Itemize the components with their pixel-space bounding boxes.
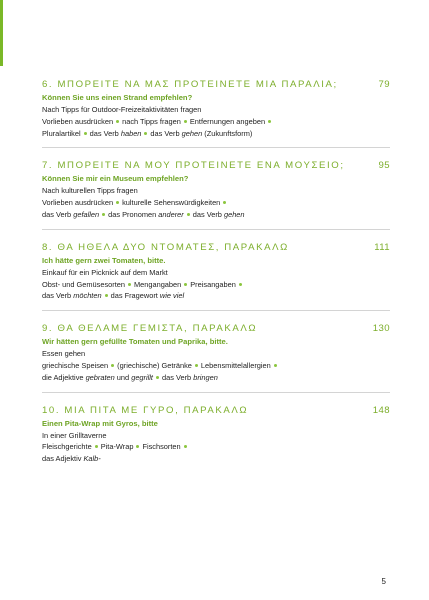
topic: Fleischgerichte: [42, 442, 92, 452]
topic: das Pronomen: [108, 209, 159, 219]
page-number: 5: [381, 577, 386, 586]
topic-italic: gebraten: [85, 372, 115, 382]
grammar-line: [42, 128, 390, 140]
bullet-icon: [84, 132, 87, 135]
chapter-page: 130: [372, 323, 390, 335]
topic: Nach Tipps für Outdoor-Freizeitaktivitäten fragen: [42, 105, 202, 114]
topic: Pita-Wrap: [100, 442, 134, 452]
bullet-icon: [223, 201, 226, 204]
chapter-divider: [42, 147, 390, 148]
table-of-contents: [42, 78, 390, 465]
chapter-7: [42, 147, 390, 220]
chapter-title: 10. ΜΙΑ ΠΙΤΑ ΜΕ ΓΥΡΟ, ΠΑΡΑΚΑΛΩ: [42, 404, 249, 416]
topic: die Adjektive: [42, 372, 86, 382]
topic-line: [42, 279, 390, 291]
chapter-subtitle: Wir hätten gern gefüllte Tomaten und Paprika, bitte.: [42, 337, 228, 347]
chapter-page: 79: [378, 79, 390, 90]
grammar-line: [42, 209, 390, 221]
chapter-subtitle: Können Sie mir ein Museum empfehlen?: [42, 174, 189, 184]
bullet-icon: [111, 364, 114, 367]
chapter-title: 8. ΘΑ ΗΘΕΛΑ ΔΥΟ ΝΤΟΜΑΤΕΣ, ΠΑΡΑΚΑΛΩ: [42, 241, 289, 253]
bullet-icon: [95, 445, 98, 448]
topic-italic: wie viel: [159, 291, 185, 301]
topic-italic: haben: [120, 128, 142, 138]
bullet-icon: [102, 213, 105, 216]
chapter-subtitle: Können Sie uns einen Strand empfehlen?: [42, 93, 193, 102]
bullet-icon: [156, 376, 159, 379]
topic: das Verb: [161, 372, 194, 382]
bullet-icon: [105, 294, 108, 297]
topic: das Verb: [89, 128, 121, 138]
topic-line: [42, 441, 390, 453]
chapter-divider: [42, 229, 390, 230]
topic-line: [42, 116, 390, 128]
topic: das Verb: [150, 128, 182, 138]
chapter-divider: [42, 392, 390, 393]
topic-italic: gehen: [223, 209, 245, 219]
topic: Lebensmittelallergien: [200, 360, 271, 370]
chapter-heading[interactable]: [42, 241, 390, 254]
bullet-icon: [184, 120, 187, 123]
topic-line: [42, 267, 390, 279]
topic: (Zukunftsform): [202, 128, 253, 138]
topic: das Fragewort: [110, 291, 160, 301]
topic-line: [42, 185, 390, 197]
topic: und: [114, 372, 132, 382]
topic: Obst- und Gemüsesorten: [42, 279, 125, 289]
topic: nach Tipps fragen: [122, 116, 181, 126]
topic: Vorlieben ausdrücken: [42, 198, 114, 208]
topic-italic: bringen: [193, 372, 218, 382]
bullet-icon: [116, 201, 119, 204]
topic-line: [42, 360, 390, 372]
topic-line: [42, 197, 390, 209]
topic-line: [42, 348, 390, 360]
bullet-icon: [195, 364, 198, 367]
topic-italic: gegrillt: [131, 372, 153, 382]
bullet-icon: [239, 283, 242, 286]
topic-italic: gefallen: [73, 209, 100, 219]
chapter-title: 9. ΘΑ ΘΕΛΑΜΕ ΓΕΜΙΣΤΑ, ΠΑΡΑΚΑΛΩ: [42, 323, 258, 335]
chapter-title: 6. ΜΠΟΡΕΙΤΕ ΝΑ ΜΑΣ ΠΡΟΤΕΙΝΕΤΕ ΜΙΑ ΠΑΡΑΛΙΑ;: [42, 79, 338, 90]
bullet-icon: [184, 283, 187, 286]
chapter-heading[interactable]: [42, 404, 390, 417]
topic: Vorlieben ausdrücken: [42, 116, 114, 126]
bullet-icon: [187, 213, 190, 216]
chapter-8: [42, 229, 390, 302]
chapter-9: [42, 310, 390, 383]
chapter-heading[interactable]: [42, 322, 390, 335]
chapter-6: [42, 78, 390, 139]
topic: kulturelle Sehenswürdigkeiten: [122, 198, 221, 208]
topic-italic: Kalb-: [83, 454, 101, 464]
chapter-page: 95: [378, 160, 390, 172]
topic: Mengangaben: [133, 279, 182, 289]
topic: (griechische) Getränke: [117, 360, 192, 370]
topic: Essen gehen: [42, 349, 86, 359]
chapter-page: 111: [374, 241, 390, 253]
topic-line: [42, 104, 390, 116]
bullet-icon: [116, 120, 119, 123]
topic-italic: gehen: [181, 128, 203, 138]
topic: In einer Grilltaverne: [42, 430, 107, 440]
grammar-line: [42, 453, 390, 465]
topic: Entfernungen angeben: [189, 116, 266, 126]
chapter-page: 148: [372, 404, 390, 416]
topic: griechische Speisen: [42, 360, 109, 370]
chapter-subtitle: Ich hätte gern zwei Tomaten, bitte.: [42, 255, 166, 265]
chapter-10: [42, 392, 390, 465]
topic: das Verb: [42, 209, 74, 219]
chapter-subtitle: Einen Pita-Wrap mit Gyros, bitte: [42, 418, 158, 428]
chapter-title: 7. ΜΠΟΡΕΙΤΕ ΝΑ ΜΟΥ ΠΡΟΤΕΙΝΕΤΕ ΕΝΑ ΜΟΥΣΕΙΟ;: [42, 160, 345, 172]
bullet-icon: [144, 132, 147, 135]
topic: Pluralartikel: [42, 128, 81, 138]
topic: Nach kulturellen Tipps fragen: [42, 186, 138, 196]
bullet-icon: [136, 445, 139, 448]
chapter-divider: [42, 310, 390, 311]
bullet-icon: [128, 283, 131, 286]
topic-italic: möchten: [73, 291, 102, 301]
topic: das Verb: [192, 209, 224, 219]
bullet-icon: [268, 120, 271, 123]
chapter-heading[interactable]: [42, 78, 390, 91]
topic-italic: anderer: [158, 209, 184, 219]
topic: das Verb: [42, 291, 74, 301]
topic: das Adjektiv: [42, 454, 84, 464]
topic-line: [42, 430, 390, 442]
edge-accent-bar: [0, 0, 3, 66]
topic: Preisangaben: [190, 279, 236, 289]
bullet-icon: [274, 364, 277, 367]
chapter-heading[interactable]: [42, 159, 390, 172]
bullet-icon: [184, 445, 187, 448]
grammar-line: [42, 290, 390, 302]
topic: Fischsorten: [142, 442, 181, 452]
grammar-line: [42, 372, 390, 384]
topic: Einkauf für ein Picknick auf dem Markt: [42, 267, 168, 277]
